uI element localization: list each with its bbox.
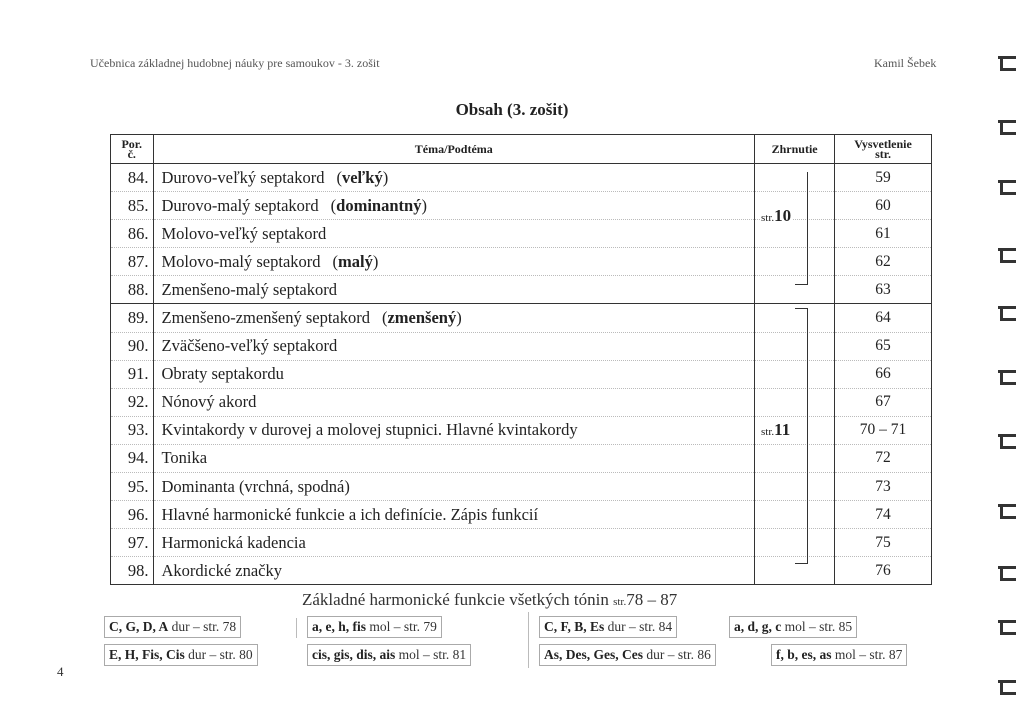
table-row bbox=[111, 360, 932, 388]
row-page: 65 bbox=[835, 332, 932, 360]
row-page: 73 bbox=[835, 473, 932, 501]
row-topic-cell bbox=[153, 557, 755, 585]
row-topic-cell bbox=[153, 220, 755, 248]
summary-prefix-2: str. bbox=[761, 426, 775, 438]
row-number: 84. bbox=[111, 164, 154, 192]
table-row bbox=[111, 529, 932, 557]
row-page: 59 bbox=[835, 164, 932, 192]
column-header-page-line2: str. bbox=[875, 147, 891, 161]
row-topic-cell bbox=[153, 192, 755, 220]
page-title: Obsah (3. zošit) bbox=[455, 100, 569, 119]
key-group-keys: C, G, D, A bbox=[109, 619, 169, 634]
binding-tab-mark bbox=[996, 118, 1018, 136]
table-row bbox=[111, 220, 932, 248]
row-page: 70 – 71 bbox=[835, 416, 932, 444]
row-number: 88. bbox=[111, 276, 154, 304]
binding-tab-mark bbox=[996, 246, 1018, 264]
row-number: 87. bbox=[111, 248, 154, 276]
row-number: 94. bbox=[111, 444, 154, 472]
table-row bbox=[111, 248, 932, 276]
row-number: 96. bbox=[111, 501, 154, 529]
key-group-keys: E, H, Fis, Cis bbox=[109, 647, 185, 662]
table-row bbox=[111, 388, 932, 416]
row-topic-cell bbox=[153, 388, 755, 416]
row-topic: Akordické značky bbox=[161, 560, 282, 580]
row-topic: Durovo-veľký septakord bbox=[161, 167, 325, 187]
table-row bbox=[111, 473, 932, 501]
key-group-keys: f, b, es, as bbox=[776, 647, 832, 662]
summary-bracket-1 bbox=[795, 172, 808, 285]
summary-value-2: 11 bbox=[774, 420, 791, 439]
binding-tab-mark bbox=[996, 564, 1018, 582]
binding-tab-mark bbox=[996, 368, 1018, 386]
row-topic-alias: (veľký) bbox=[336, 167, 389, 187]
row-topic: Kvintakordy v durovej a molovej stupnici. Hlavné kvintakordy bbox=[161, 420, 578, 440]
row-page: 61 bbox=[835, 220, 932, 248]
key-group-box bbox=[729, 616, 857, 638]
row-page: 72 bbox=[835, 444, 932, 472]
table-row bbox=[111, 304, 932, 332]
binding-tab-mark bbox=[996, 304, 1018, 322]
row-topic-cell bbox=[153, 164, 755, 192]
key-group-mode: dur – str. 80 bbox=[188, 647, 253, 662]
key-group-mode: dur – str. 86 bbox=[646, 647, 711, 662]
table-row bbox=[111, 416, 932, 444]
binding-tab-mark bbox=[996, 178, 1018, 196]
key-group-mode: mol – str. 87 bbox=[834, 647, 903, 662]
row-topic-cell bbox=[153, 276, 755, 304]
row-number: 86. bbox=[111, 220, 154, 248]
key-group-keys: C, F, B, Es bbox=[544, 619, 605, 634]
header-author: Kamil Šebek bbox=[874, 56, 937, 70]
row-number: 90. bbox=[111, 332, 154, 360]
summary-prefix-1: str. bbox=[761, 212, 775, 224]
key-group-box bbox=[539, 644, 716, 666]
row-page: 60 bbox=[835, 192, 932, 220]
harmonic-functions-text: Základné harmonické funkcie všetkých tónin bbox=[302, 590, 609, 609]
row-topic-cell bbox=[153, 473, 755, 501]
row-topic-alias-bold: zmenšený bbox=[387, 308, 457, 328]
row-topic-alias-bold: veľký bbox=[341, 167, 383, 187]
table-row bbox=[111, 501, 932, 529]
row-topic-cell bbox=[153, 501, 755, 529]
row-topic-cell bbox=[153, 416, 755, 444]
harmonic-functions-range: 78 – 87 bbox=[626, 590, 678, 609]
row-number: 91. bbox=[111, 360, 154, 388]
row-topic-alias: (malý) bbox=[332, 251, 379, 271]
key-divider bbox=[296, 618, 297, 638]
row-number: 92. bbox=[111, 388, 154, 416]
key-group-keys: cis, gis, dis, ais bbox=[312, 647, 396, 662]
key-group-mode: mol – str. 85 bbox=[784, 619, 853, 634]
page-number: 4 bbox=[57, 664, 64, 679]
key-group-mode: mol – str. 81 bbox=[398, 647, 467, 662]
row-number: 95. bbox=[111, 473, 154, 501]
column-header-summary: Zhrnutie bbox=[755, 135, 835, 164]
key-group-box bbox=[771, 644, 907, 666]
row-page: 74 bbox=[835, 501, 932, 529]
row-topic-alias-bold: malý bbox=[338, 251, 373, 271]
row-page: 76 bbox=[835, 557, 932, 585]
table-row bbox=[111, 444, 932, 472]
key-group-keys: a, e, h, fis bbox=[312, 619, 366, 634]
harmonic-functions-heading bbox=[302, 590, 677, 610]
key-group-box bbox=[307, 644, 471, 666]
binding-tab-mark bbox=[996, 54, 1018, 72]
row-topic: Nónový akord bbox=[161, 392, 257, 412]
key-group-mode: mol – str. 79 bbox=[369, 619, 437, 634]
table-row bbox=[111, 557, 932, 585]
row-page: 66 bbox=[835, 360, 932, 388]
key-group-divider bbox=[528, 612, 529, 668]
row-topic: Hlavné harmonické funkcie a ich definície. Zápis funkcií bbox=[161, 504, 539, 524]
table-row bbox=[111, 332, 932, 360]
key-group-keys: a, d, g, c bbox=[734, 619, 782, 634]
row-topic: Zmenšeno-malý septakord bbox=[161, 279, 337, 299]
row-topic-alias-bold: dominantný bbox=[336, 195, 422, 215]
key-group-box bbox=[307, 616, 442, 638]
summary-label-1 bbox=[760, 206, 792, 226]
row-topic-cell bbox=[153, 529, 755, 557]
column-header-number-line2: č. bbox=[127, 147, 136, 161]
row-topic: Molovo-veľký septakord bbox=[161, 223, 327, 243]
summary-value-1: 10 bbox=[774, 206, 792, 225]
binding-tab-mark bbox=[996, 432, 1018, 450]
header-book-title: Učebnica základnej hudobnej náuky pre samoukov - 3. zošit bbox=[90, 56, 380, 70]
row-topic-cell bbox=[153, 304, 755, 332]
summary-bracket-2 bbox=[795, 308, 808, 564]
column-header-number bbox=[111, 135, 154, 164]
harmonic-functions-str: str. bbox=[613, 596, 627, 608]
binding-tab-mark bbox=[996, 502, 1018, 520]
row-page: 75 bbox=[835, 529, 932, 557]
key-group-mode: dur – str. 84 bbox=[607, 619, 673, 634]
row-topic: Durovo-malý septakord bbox=[161, 195, 319, 215]
row-topic-alias: (zmenšený) bbox=[381, 308, 462, 328]
summary-label-2 bbox=[760, 420, 791, 440]
table-row bbox=[111, 276, 932, 304]
row-topic: Molovo-malý septakord bbox=[161, 251, 321, 271]
table-header-row bbox=[111, 135, 932, 164]
row-topic: Zmenšeno-zmenšený septakord bbox=[161, 308, 370, 328]
row-page: 62 bbox=[835, 248, 932, 276]
key-group-box bbox=[104, 616, 241, 638]
row-topic: Zväčšeno-veľký septakord bbox=[161, 336, 338, 356]
row-topic-cell bbox=[153, 248, 755, 276]
row-topic: Harmonická kadencia bbox=[161, 532, 306, 552]
key-group-box bbox=[104, 644, 258, 666]
column-header-page bbox=[835, 135, 932, 164]
row-number: 97. bbox=[111, 529, 154, 557]
row-number: 85. bbox=[111, 192, 154, 220]
row-topic-cell bbox=[153, 360, 755, 388]
table-body bbox=[111, 164, 932, 585]
row-topic: Tonika bbox=[161, 448, 208, 468]
contents-table bbox=[110, 134, 932, 580]
row-number: 98. bbox=[111, 557, 154, 585]
key-group-box bbox=[539, 616, 677, 638]
table-row bbox=[111, 164, 932, 192]
row-topic-alias: (dominantný) bbox=[330, 195, 427, 215]
column-header-topic: Téma/Podtéma bbox=[153, 135, 755, 164]
key-group-keys: As, Des, Ges, Ces bbox=[544, 647, 643, 662]
row-topic-cell bbox=[153, 444, 755, 472]
key-group-mode: dur – str. 78 bbox=[171, 619, 237, 634]
row-number: 89. bbox=[111, 304, 154, 332]
row-page: 64 bbox=[835, 304, 932, 332]
row-topic-cell bbox=[153, 332, 755, 360]
row-topic: Dominanta (vrchná, spodná) bbox=[161, 476, 350, 496]
row-page: 63 bbox=[835, 276, 932, 304]
binding-tab-mark bbox=[996, 618, 1018, 636]
row-page: 67 bbox=[835, 388, 932, 416]
column-header-page-line1: Vysvetlenie bbox=[854, 137, 912, 151]
table-row bbox=[111, 192, 932, 220]
row-topic: Obraty septakordu bbox=[161, 364, 284, 384]
column-header-number-line1: Por. bbox=[121, 137, 143, 151]
binding-tab-mark bbox=[996, 678, 1018, 696]
row-number: 93. bbox=[111, 416, 154, 444]
